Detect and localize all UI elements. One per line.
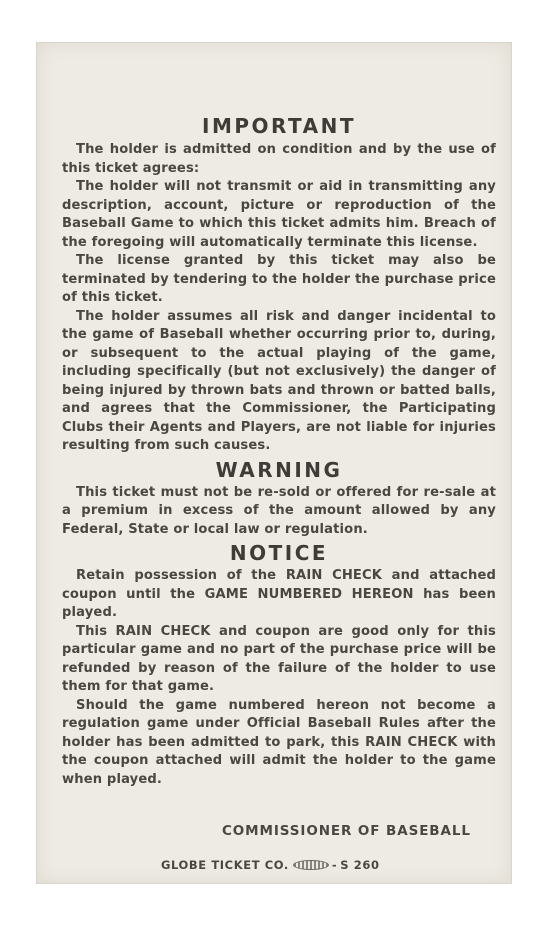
printer-company: GLOBE TICKET CO. [161, 858, 289, 872]
ticket-text [62, 111, 496, 789]
notice-paragraph-2: This RAIN CHECK and coupon are good only for this particular game and no part of the purchase price will be refunded by reason of the failure of the holder to use them for that game. [62, 623, 496, 694]
union-label-icon [293, 860, 329, 870]
important-paragraph-2: The holder will not transmit or aid in transmitting any description, account, picture or reproduction of the Baseball Game to which this ticket admits him. Breach of the foregoing will automatically terminate this license. [62, 179, 496, 250]
warning-heading: WARNING [215, 457, 343, 482]
important-paragraph-4: The holder assumes all risk and danger incidental to the game of Baseball whether occurring prior to, during, or subsequent to the actual playing of the game, including specifically (but not exclusively) the danger of being injured by thrown bats and thrown or batted balls, and agrees that the Commissioner, the Participating Clubs their Agents and Players, are not liable for injuries resulting from such causes. [62, 308, 496, 453]
important-paragraph-1: The holder is admitted on condition and by the use of this ticket agrees: [62, 142, 496, 176]
printer-dash: - [331, 858, 338, 872]
notice-paragraph-1: Retain possession of the RAIN CHECK and attached coupon until the GAME NUMBERED HEREON has been played. [62, 568, 496, 620]
printer-imprint [161, 858, 380, 872]
important-paragraph-3: The license granted by this ticket may also be terminated by tendering to the holder the purchase price of this ticket. [62, 253, 496, 305]
commissioner-signature: COMMISSIONER OF BASEBALL [222, 823, 471, 839]
notice-paragraph-3: Should the game numbered hereon not become a regulation game under Official Baseball Rules after the holder has been admitted to park, this RAIN CHECK with the coupon attached will admit the holder to the game when played. [62, 697, 496, 787]
ticket-card [36, 42, 512, 884]
notice-heading: NOTICE [229, 541, 329, 565]
important-heading: IMPORTANT [202, 114, 356, 138]
warning-paragraph-1: This ticket must not be re-sold or offered for re-sale at a premium in excess of the amount allowed by any Federal, State or local law or regulation. [62, 484, 496, 537]
printer-code: S 260 [340, 858, 380, 872]
